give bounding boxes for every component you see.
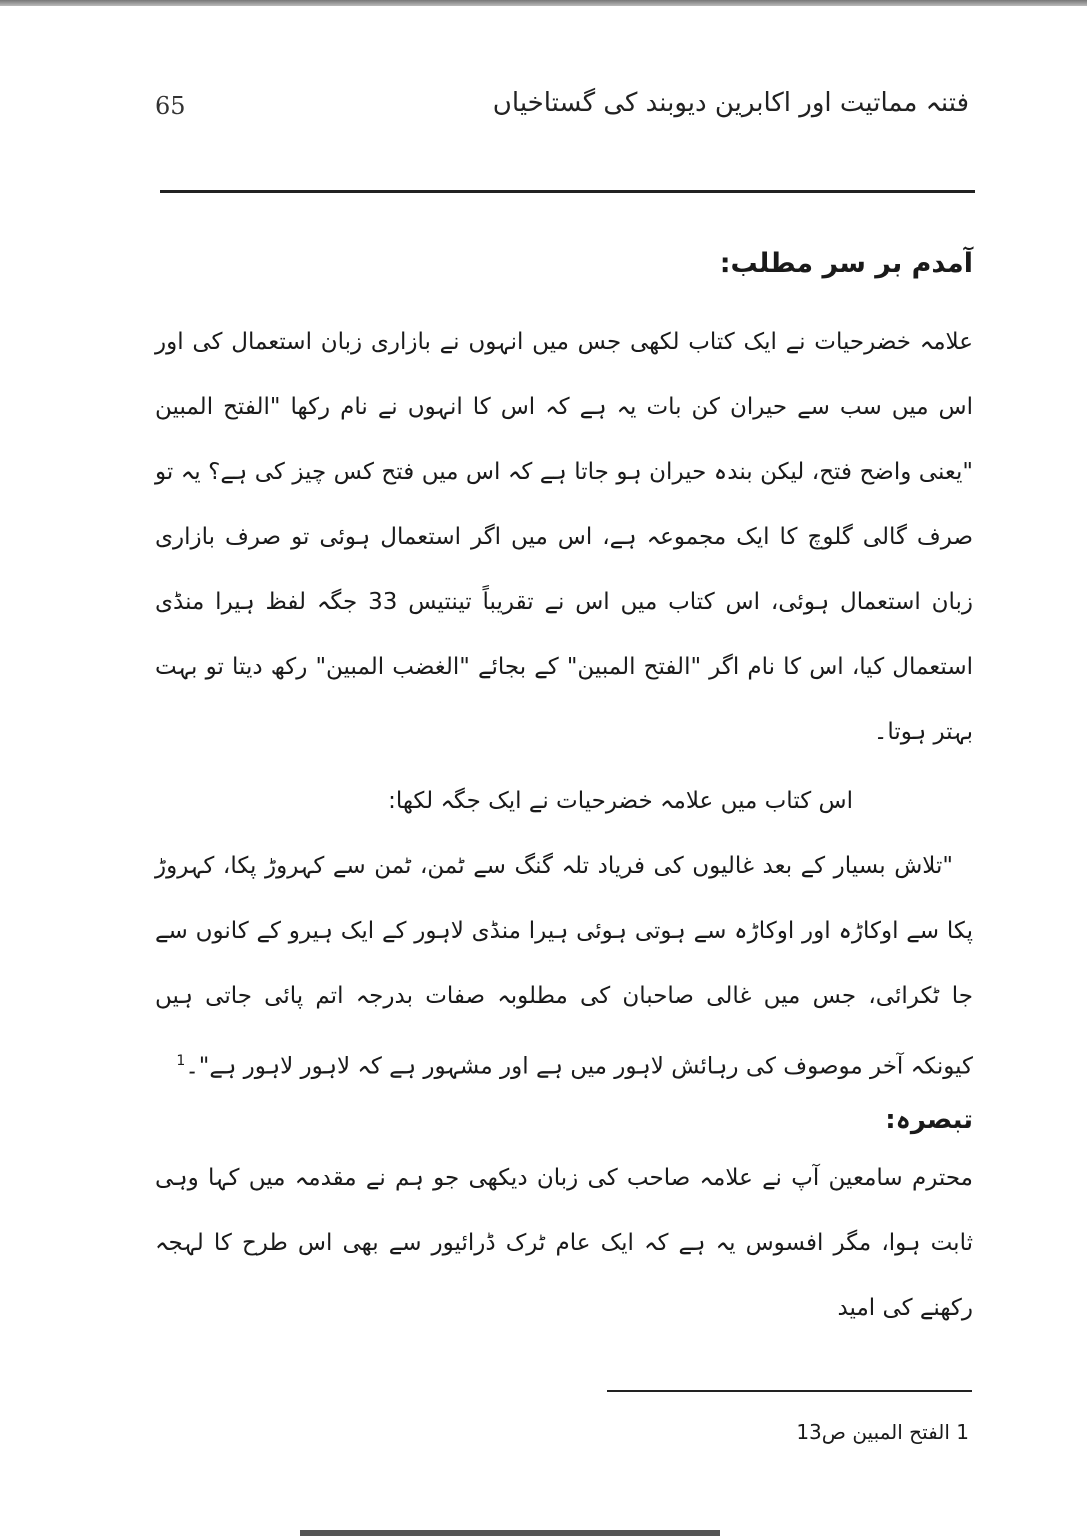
quoted-passage — [155, 834, 973, 1100]
section-heading: آمدم بر سر مطلب: — [719, 248, 973, 279]
footnote-reference: 1 — [176, 1053, 186, 1069]
paragraph-3: محترم سامعین آپ نے علامہ صاحب کی زبان دیکھی جو ہم نے مقدمہ میں کہا وہی ثابت ہوا، مگر افسوس یہ ہے کہ ایک عام ٹرک ڈرائیور سے بھی اس طرح کا لہجہ رکھنے کی امید — [155, 1164, 973, 1321]
footnote: 1 الفتح المبین ص13 — [796, 1420, 969, 1444]
footnote-rule — [607, 1390, 972, 1392]
tabsira-heading: تبصرہ: — [885, 1104, 973, 1135]
page-number: 65 — [155, 92, 186, 120]
scan-edge-top — [0, 0, 1087, 6]
scan-edge-bottom — [300, 1530, 720, 1536]
running-header: فتنہ مماتیت اور اکابرین دیوبند کی گستاخیاں — [492, 88, 969, 118]
quote-text: "تلاش بسیار کے بعد غالیوں کی فریاد تلہ گنگ سے ٹمن، ٹمن سے کہروڑ پکا، کہروڑ پکا سے اوکاڑہ اور اوکاڑہ سے ہوتی ہوئی ہیرا منڈی لاہور کے ایک ہیرو کے کانوں سے جا ٹکرائی، جس میں غالی صاحبان کی مطلوبہ صفات بدرجہ اتم پائی جاتی ہیں کیونکہ آخر موصوف کی رہائش لاہور میں ہے اور مشہور ہے کہ لاہور لاہور ہے"۔ — [155, 853, 973, 1080]
header-rule — [160, 190, 975, 193]
page-body — [155, 228, 973, 1341]
paragraph-1: علامہ خضرحیات نے ایک کتاب لکھی جس میں انہوں نے بازاری زبان استعمال کی اور اس میں سب سے حیران کن بات یہ ہے کہ اس کا انہوں نے نام رکھا "الفتح المبین "یعنی واضح فتح، لیکن بندہ حیران ہو جاتا ہے کہ اس میں فتح کس چیز کی ہے؟ یہ تو صرف گالی گلوچ کا ایک مجموعہ ہے، اس میں اگر استعمال ہوئی تو صرف بازاری زبان استعمال ہوئی، اس کتاب میں اس نے تقریباً تینتیس 33 جگہ لفظ ہیرا منڈی استعمال کیا، اس کا نام اگر "الفتح المبین" کے بجائے "الغضب المبین" رکھ دیتا تو بہت بہتر ہوتا۔ — [155, 329, 973, 745]
paragraph-2: اس کتاب میں علامہ خضرحیات نے ایک جگہ لکھا: — [388, 788, 853, 814]
